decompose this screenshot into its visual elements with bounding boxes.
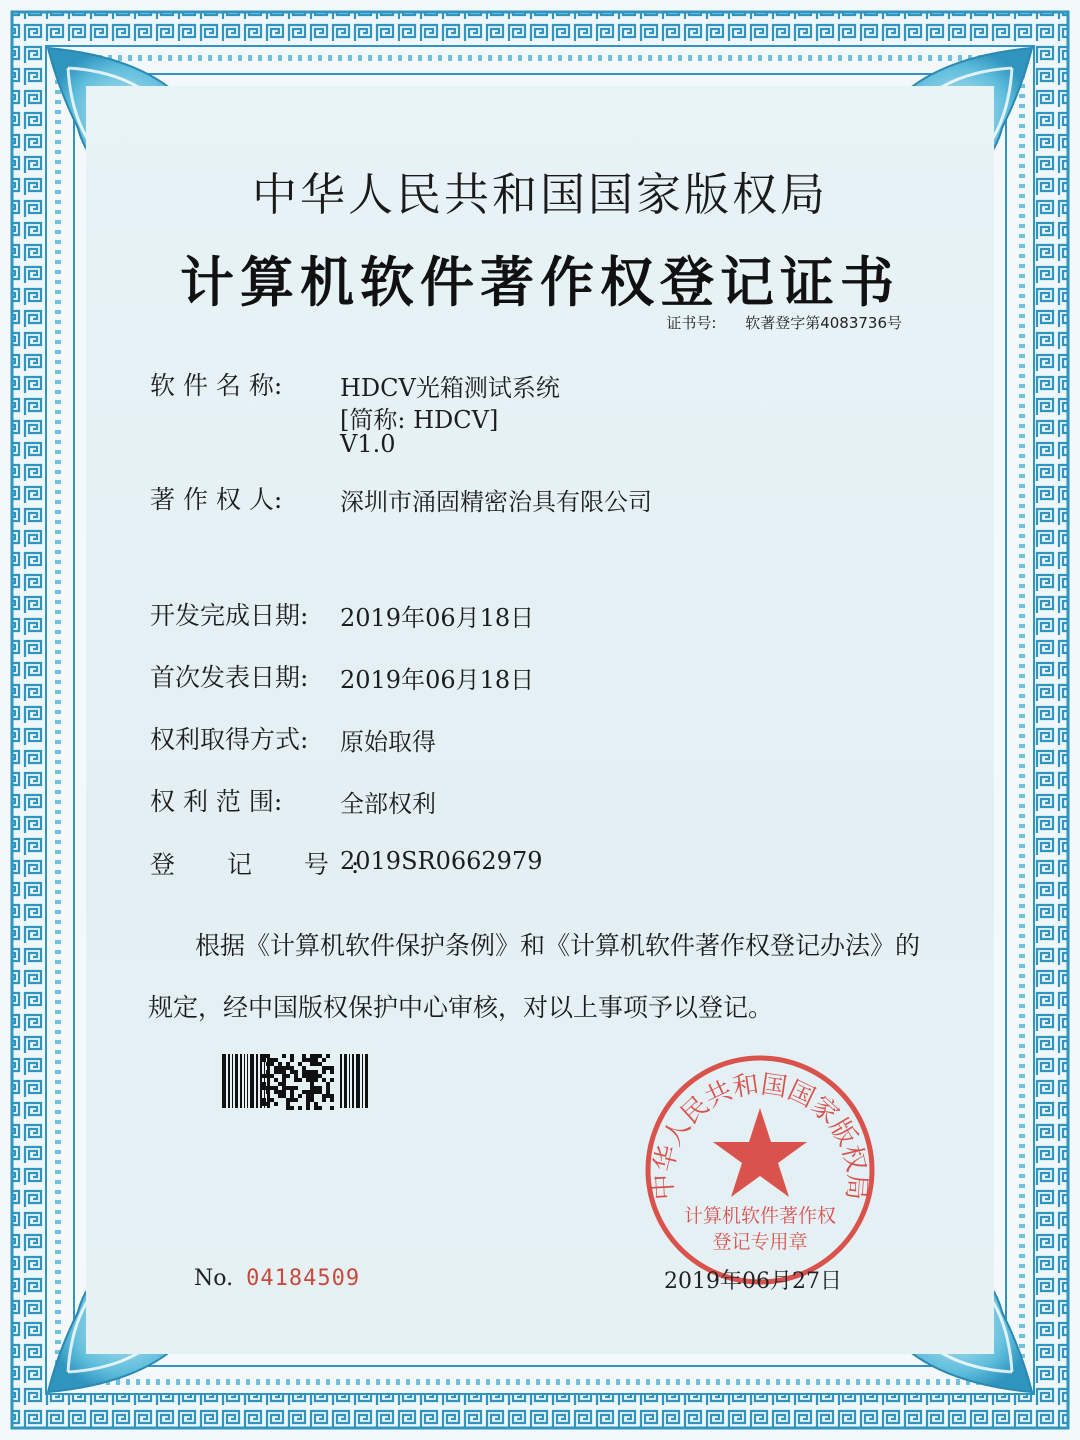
serial-value: 04184509 (246, 1266, 361, 1291)
certificate-number-value: 软著登字第4083736号 (745, 314, 902, 332)
issue-date: 2019年06月27日 (664, 1269, 842, 1294)
software-short-name: [简称: HDCV] (340, 406, 499, 434)
acquisition-method-value: 原始取得 (340, 728, 436, 756)
statement-line-2: 规定，经中国版权保护中心审核，对以上事项予以登记。 (148, 993, 774, 1022)
rights-scope-value: 全部权利 (340, 790, 436, 818)
seal-inner-line-1: 计算机软件著作权 (683, 1205, 837, 1227)
seal-outer-text: 中华人民共和国国家版权局 (648, 1069, 872, 1201)
software-name-label: 软 件 名 称: (150, 371, 283, 400)
certificate-number-label: 证书号: (666, 314, 717, 332)
serial-number (194, 1266, 360, 1291)
statement-line-1: 根据《计算机软件保护条例》和《计算机软件著作权登记办法》的 (195, 931, 921, 960)
copyright-owner-label: 著 作 权 人: (150, 485, 283, 514)
seal-inner-line-2: 登记专用章 (712, 1231, 808, 1253)
completion-date-value: 2019年06月18日 (340, 604, 535, 632)
completion-date-label: 开发完成日期: (150, 601, 309, 630)
first-publication-date-label: 首次发表日期: (150, 663, 309, 692)
serial-prefix: No. (194, 1266, 234, 1291)
registration-number-value: 2019SR0662979 (340, 847, 543, 875)
official-seal (640, 1050, 880, 1290)
first-publication-date-value: 2019年06月18日 (340, 666, 535, 694)
copyright-owner-value: 深圳市涌固精密治具有限公司 (340, 488, 652, 516)
issuing-authority: 中华人民共和国国家版权局 (251, 168, 828, 221)
registration-number-label: 登 记 号: (150, 850, 382, 879)
rights-scope-label: 权 利 范 围: (150, 787, 283, 816)
software-name-value: HDCV光箱测试系统 (340, 374, 560, 402)
software-version: V1.0 (340, 430, 396, 458)
seal-star-icon (713, 1108, 807, 1197)
certificate-title: 计算机软件著作权登记证书 (180, 251, 900, 314)
certificate-number (666, 312, 902, 333)
acquisition-method-label: 权利取得方式: (150, 725, 309, 754)
barcode (222, 1052, 374, 1110)
